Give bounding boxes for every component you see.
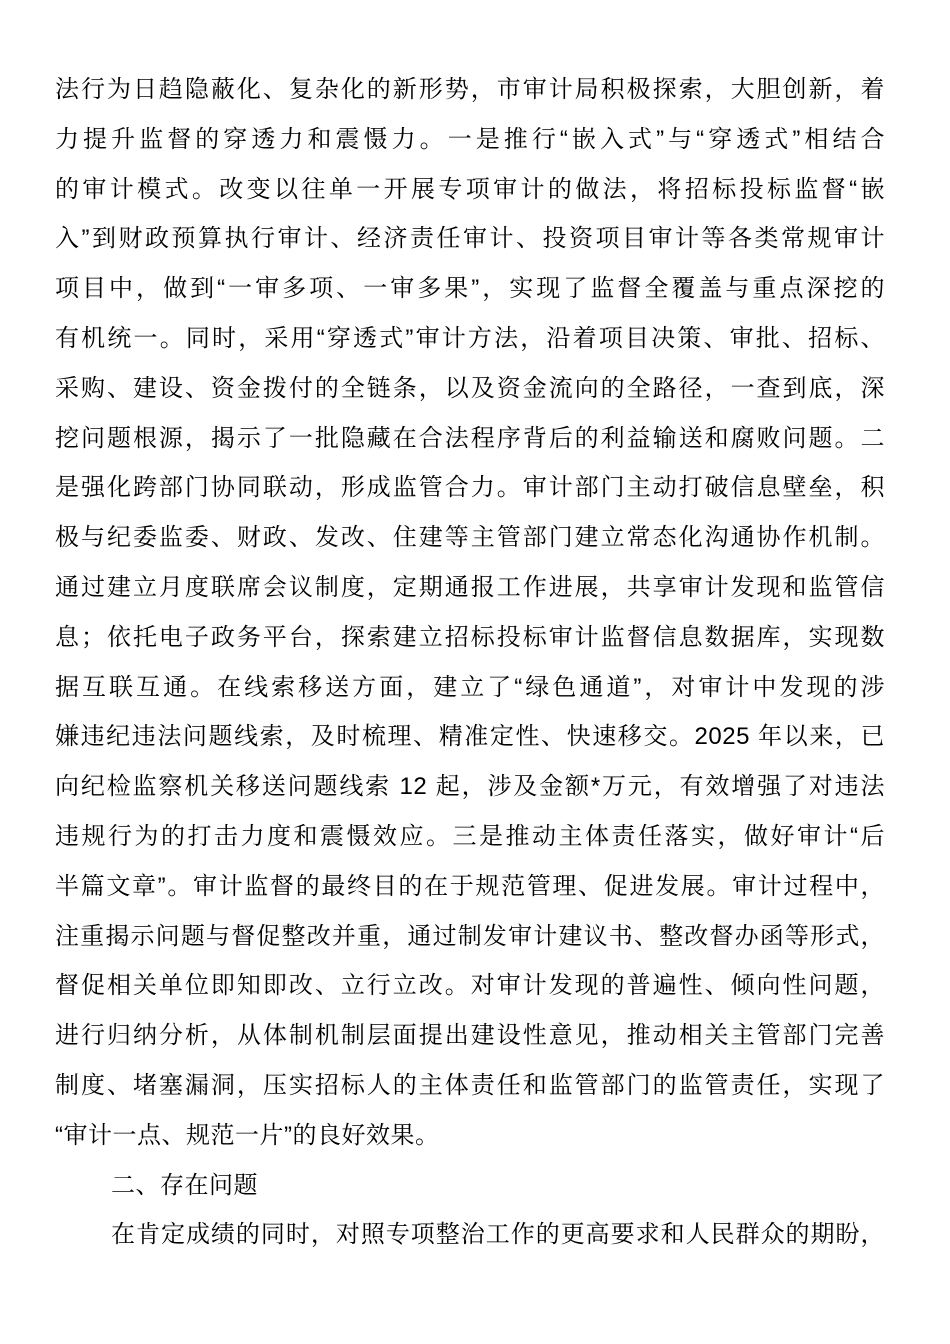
text-line: 半篇文章”。审计监督的最终目的在于规范管理、促进发展。审计过程中，	[55, 872, 885, 900]
text-line: 采购、建设、资金拨付的全链条，以及资金流向的全路径，一查到底，深	[55, 374, 885, 402]
text-line: 据互联互通。在线索移送方面，建立了“绿色通道”，对审计中发现的涉	[55, 673, 885, 701]
text-line: 息；依托电子政务平台，探索建立招标投标审计监督信息数据库，实现数	[55, 623, 885, 651]
text-line: 的审计模式。改变以往单一开展专项审计的做法，将招标投标监督“嵌	[55, 175, 885, 203]
text-line: 违规行为的打击力度和震慑效应。三是推动主体责任落实，做好审计“后	[55, 822, 885, 850]
text-line: 督促相关单位即知即改、立行立改。对审计发现的普遍性、倾向性问题，	[55, 972, 885, 1000]
text-line: 嫌违纪违法问题线索，及时梳理、精准定性、快速移交。2025 年以来，已	[55, 723, 885, 751]
text-line: “审计一点、规范一片”的良好效果。	[55, 1121, 440, 1149]
text-line: 注重揭示问题与督促整改并重，通过制发审计建议书、整改督办函等形式，	[55, 922, 885, 950]
section-heading: 二、存在问题	[111, 1171, 258, 1199]
text-line: 法行为日趋隐蔽化、复杂化的新形势，市审计局积极探索，大胆创新，着	[55, 76, 885, 103]
text-line: 向纪检监察机关移送问题线索 12 起，涉及金额*万元，有效增强了对违法	[55, 773, 885, 801]
text-line: 力提升监督的穿透力和震慑力。一是推行“嵌入式”与“穿透式”相结合	[55, 125, 885, 153]
text-line: 有机统一。同时，采用“穿透式”审计方法，沿着项目决策、审批、招标、	[55, 324, 885, 352]
text-line: 是强化跨部门协同联动，形成监管合力。审计部门主动打破信息壁垒，积	[55, 474, 885, 502]
text-line: 项目中，做到“一审多项、一审多果”，实现了监督全覆盖与重点深挖的	[55, 275, 885, 303]
text-line: 在肯定成绩的同时，对照专项整治工作的更高要求和人民群众的期盼，	[111, 1221, 885, 1249]
text-line: 制度、堵塞漏洞，压实招标人的主体责任和监管部门的监管责任，实现了	[55, 1071, 885, 1099]
text-line: 挖问题根源，揭示了一批隐藏在合法程序背后的利益输送和腐败问题。二	[55, 424, 885, 452]
text-line: 入”到财政预算执行审计、经济责任审计、投资项目审计等各类常规审计	[55, 225, 885, 253]
text-line: 通过建立月度联席会议制度，定期通报工作进展，共享审计发现和监管信	[55, 573, 885, 601]
text-line: 进行归纳分析，从体制机制层面提出建设性意见，推动相关主管部门完善	[55, 1022, 885, 1050]
text-line: 极与纪委监委、财政、发改、住建等主管部门建立常态化沟通协作机制。	[55, 524, 885, 552]
document-content	[55, 65, 885, 1260]
